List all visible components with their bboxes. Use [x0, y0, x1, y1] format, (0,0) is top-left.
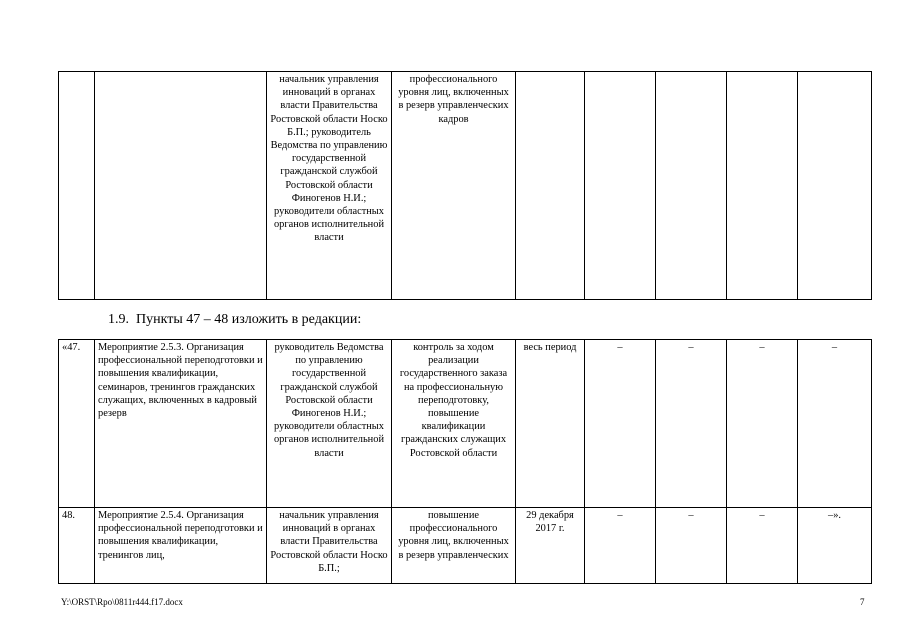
cell-result-text: повышение профессионального уровня лиц, включенных в резерв управленческих: [398, 510, 509, 561]
cell-num: [59, 72, 95, 300]
cell-event: Мероприятие 2.5.3. Организация профессиональной переподготовки и повышения квалификации, семинаров, тренингов гражданских служащих, включенных в кадровый резерв: [95, 340, 267, 508]
cell-value: –: [585, 340, 656, 508]
cell-value: [585, 72, 656, 300]
cell-event: [95, 72, 267, 300]
table-row: [59, 72, 872, 300]
cell-result: [392, 508, 516, 584]
table-row: [59, 508, 872, 584]
cell-num: [59, 508, 95, 584]
footer-file-path: Y:\ORST\Rpo\0811r444.f17.docx: [61, 597, 183, 607]
cell-value: –: [585, 508, 656, 584]
page-number: 7: [860, 597, 865, 607]
cell-executors-text: начальник управления инноваций в органах власти Правительства Ростовской области Носко Б.П.;: [270, 510, 388, 574]
cell-result: контроль за ходом реализации государственного заказа на профессиональную переподготовку, повышение квалификации гражданских служащих Ростовской области: [392, 340, 516, 508]
table-row: [59, 340, 872, 508]
cell-executors: [267, 508, 392, 584]
cell-deadline: [516, 72, 585, 300]
items-table: [58, 339, 872, 584]
cell-value: –: [727, 508, 798, 584]
cell-value: –».: [798, 508, 872, 584]
cell-value: –: [798, 340, 872, 508]
cell-deadline: [516, 508, 585, 584]
cell-value: [798, 72, 872, 300]
cell-result: профессионального уровня лиц, включенных в резерв управленческих кадров: [392, 72, 516, 300]
cell-executors: начальник управления инноваций в органах власти Правительства Ростовской области Носко Б.П.; руководитель Ведомства по управлению государственной гражданской службой Ростовской области Финогенов Н.И.; руководители областных органов исполнительной власти: [267, 72, 392, 300]
cell-event: [95, 508, 267, 584]
cell-deadline-text: 29 декабря 2017 г.: [526, 510, 574, 535]
cell-value: –: [727, 340, 798, 508]
cell-num-text: 48.: [62, 510, 75, 521]
cell-value: [727, 72, 798, 300]
cell-deadline: весь период: [516, 340, 585, 508]
cell-event-text: Мероприятие 2.5.4. Организация профессиональной переподготовки и повышения квалификации, тренингов лиц,: [98, 510, 263, 561]
cell-num: «47.: [59, 340, 95, 508]
section-heading: 1.9. Пункты 47 – 48 изложить в редакции:: [108, 312, 362, 327]
cell-value: [656, 72, 727, 300]
cell-value: –: [656, 340, 727, 508]
cell-value: –: [656, 508, 727, 584]
cell-executors: руководитель Ведомства по управлению государственной гражданской службой Ростовской области Финогенов Н.И.; руководители областных органов исполнительной власти: [267, 340, 392, 508]
continued-table: [58, 71, 872, 300]
